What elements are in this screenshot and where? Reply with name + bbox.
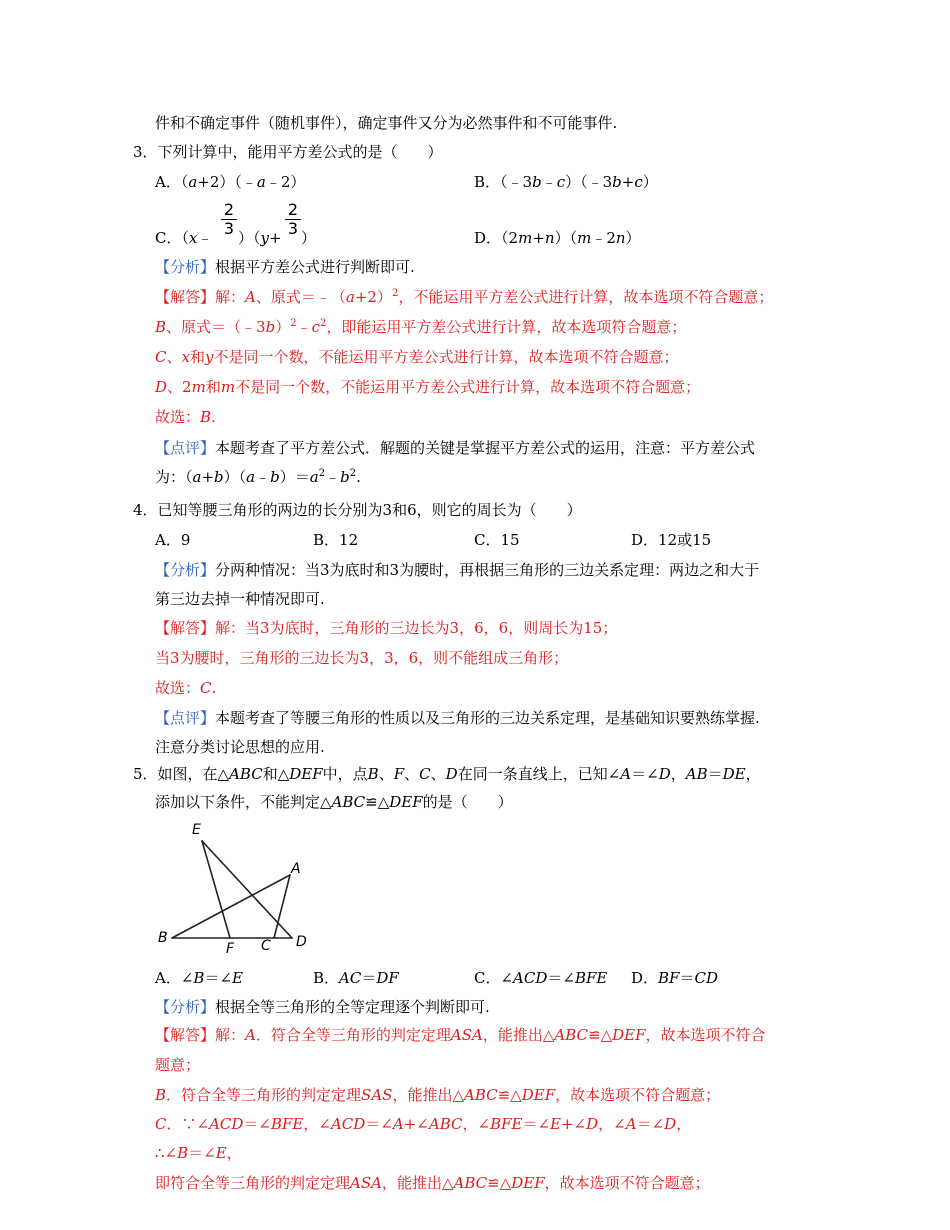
intro-line: 件和不确定事件（随机事件），确定事件又分为必然事件和不可能事件.: [155, 114, 618, 132]
label-E: E: [192, 822, 201, 838]
fraction-two-thirds-1: $\frac{2}{3}$: [221, 201, 237, 238]
q3-choice: 故选：B.: [155, 408, 216, 426]
segment-BA: [172, 875, 290, 938]
q3-comment-line-2: 为：$(a+b)(a﹣b)=a^2﹣b^2$.: [155, 468, 361, 486]
q5-stem-line-2: 添加以下条件，不能判定△ABC≌△DEF的是（ ）: [155, 793, 513, 811]
q4-option-b: B．12: [313, 531, 359, 549]
q5-option-b: B．AC＝DF: [313, 969, 399, 987]
q5-answer-line-1: 【解答】解：A．符合全等三角形的判定定理ASA，能推出△ABC≌△DEF，故本选项不符合: [155, 1026, 766, 1044]
q4-comment-line-2: 注意分类讨论思想的应用.: [155, 738, 325, 756]
q4-answer-line-1: 【解答】解：当3为底时，三角形的三边长为3，6，6，则周长为15；: [155, 619, 618, 637]
q3-comment-line-1: 【点评】本题考查了平方差公式．解题的关键是掌握平方差公式的运用，注意：平方差公式: [155, 439, 756, 457]
label-F: F: [226, 941, 235, 957]
q5-answer-line-3: C．∵∠ACD＝∠BFE，∠ACD＝∠A+∠ABC，∠BFE＝∠E+∠D，∠A＝∠D，: [155, 1115, 692, 1133]
q5-answer-line-5: 即符合全等三角形的判定定理ASA，能推出△ABC≌△DEF，故本选项不符合题意；: [155, 1174, 710, 1192]
segment-AC: [274, 875, 290, 938]
q5-option-d: D．BF＝CD: [631, 969, 718, 987]
q3-stem: 3．下列计算中，能用平方差公式的是（ ）: [133, 143, 443, 161]
q5-option-c: C．∠ACD＝∠BFE: [474, 969, 608, 987]
q3-option-d: D．（2m+n）（m﹣2n）: [474, 229, 641, 247]
q3-answer-line-4: D、2m和m不是同一个数，不能运用平方差公式进行计算，故本选项不符合题意；: [155, 378, 701, 396]
label-C: C: [261, 938, 271, 954]
answer-tag: 【解答】: [155, 288, 216, 306]
comment-tag: 【点评】: [155, 439, 216, 457]
label-D: D: [296, 934, 307, 950]
analysis-tag: 【分析】: [155, 258, 216, 276]
q4-option-a: A．9: [155, 531, 191, 549]
q4-option-c: C．15: [474, 531, 520, 549]
q5-option-a: A．∠B＝∠E: [155, 969, 243, 987]
q4-choice: 故选：C.: [155, 679, 217, 697]
q4-stem: 4．已知等腰三角形的两边的长分别为3和6，则它的周长为（ ）: [133, 501, 582, 519]
q4-answer-line-2: 当3为腰时，三角形的三边长为3，3，6，则不能组成三角形；: [155, 649, 569, 667]
q5-answer-line-2: B．符合全等三角形的判定定理SAS，能推出△ABC≌△DEF，故本选项不符合题意；: [155, 1086, 721, 1104]
q3-analysis: 【分析】根据平方差公式进行判断即可.: [155, 258, 415, 276]
q5-answer-line-4: ∴∠B＝∠E，: [155, 1144, 242, 1162]
q4-option-d: D．12或15: [631, 531, 712, 549]
analysis-tag: 【分析】: [155, 561, 216, 579]
q4-comment-line-1: 【点评】本题考查了等腰三角形的性质以及三角形的三边关系定理，是基础知识要熟练掌握.: [155, 709, 760, 727]
answer-tag: 【解答】: [155, 1026, 216, 1044]
q3-answer-line-3: C、x和y不是同一个数，不能运用平方差公式进行计算，故本选项不符合题意；: [155, 348, 679, 366]
label-B: B: [158, 930, 168, 946]
q3-answer-line-1: 【解答】解：A、原式$=﹣(a+2)^2$，不能运用平方差公式进行计算，故本选项不符合题意；: [155, 288, 774, 306]
q5-analysis: 【分析】根据全等三角形的全等定理逐个判断即可.: [155, 998, 490, 1016]
q3-option-b: B．（﹣3b﹣c）（﹣3b+c）: [474, 173, 658, 191]
q5-stem-line-1: 5．如图，在△ABC和△DEF中，点B、F、C、D在同一条直线上，已知∠A＝∠D，AB＝DE，: [133, 765, 761, 783]
q5-answer-line-1b: 题意；: [155, 1056, 201, 1074]
q3-answer-line-2: B、原式$=(﹣3b)^2﹣c^2$，即能运用平方差公式进行计算，故本选项符合题意；: [155, 318, 687, 336]
answer-tag: 【解答】: [155, 619, 216, 637]
comment-tag: 【点评】: [155, 709, 216, 727]
q4-analysis-line-2: 第三边去掉一种情况即可.: [155, 590, 325, 608]
triangle-figure: [150, 815, 320, 960]
q3-option-a: A．（a+2）（﹣a﹣2）: [155, 173, 306, 191]
q4-analysis-line-1: 【分析】分两种情况：当3为底时和3为腰时，再根据三角形的三边关系定理：两边之和大于: [155, 561, 760, 579]
label-A: A: [291, 861, 301, 877]
fraction-two-thirds-2: $\frac{2}{3}$: [285, 201, 301, 238]
analysis-tag: 【分析】: [155, 998, 216, 1016]
